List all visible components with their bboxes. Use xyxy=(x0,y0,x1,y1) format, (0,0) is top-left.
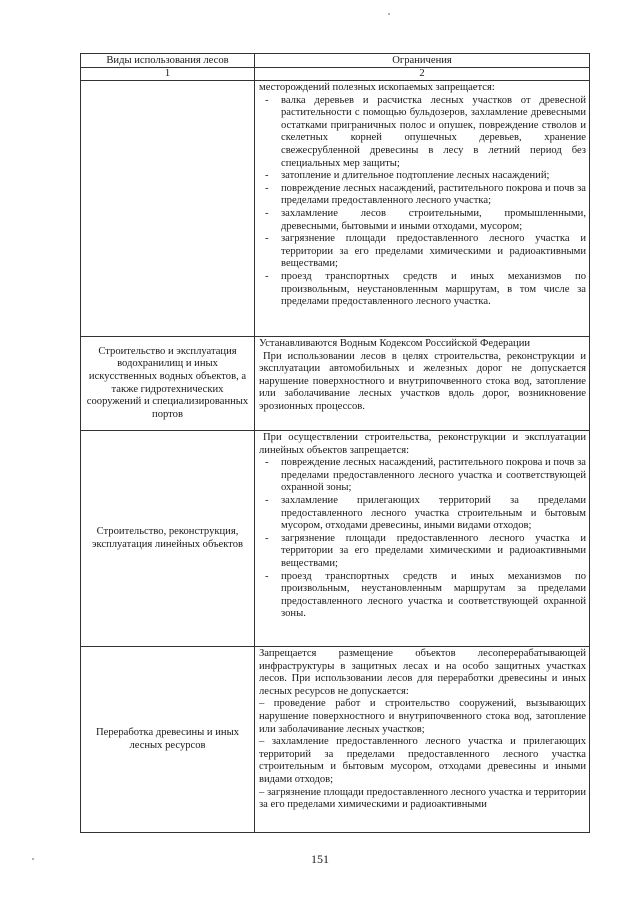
list-item: - повреждение лесных насаждений, растительного покрова и почв за пределами предоставленного лесного участка и соответствующей охранной зоны; xyxy=(259,457,586,495)
list-item: - затопление и длительное подтопление лесных насаждений; xyxy=(259,170,586,183)
column-number-row xyxy=(81,68,590,81)
restrictions-paragraph: – загрязнение площади предоставленного лесного участка и территории за его пределами химическими и радиоактивными xyxy=(259,786,586,811)
restrictions-cell xyxy=(255,337,590,431)
column-number-2: 2 xyxy=(255,68,590,81)
scan-speck xyxy=(388,13,390,15)
restrictions-table xyxy=(80,53,590,833)
restrictions-cell xyxy=(255,81,590,337)
header-forest-use-types: Виды использования лесов xyxy=(81,54,255,68)
list-item: - повреждение лесных насаждений, растительного покрова и почв за пределами предоставленного лесного участка; xyxy=(259,183,586,208)
restrictions-list xyxy=(259,457,586,621)
header-restrictions: Ограничения xyxy=(255,54,590,68)
list-item: - валка деревьев и расчистка лесных участков от древесной растительности с помощью бульдозеров, захламление древесными остатками приграничных полос и опушек, повреждение стволов и скелетных корней опушечных деревьев, хранение свежесрубленной древесины в лесу в летний период без специальных мер защиты; xyxy=(259,95,586,171)
forest-use-cell: Переработка древесины и иных лесных ресурсов xyxy=(81,647,255,833)
restrictions-paragraph: – проведение работ и строительство сооружений, вызывающих нарушение поверхностного и внутрипочвенного стока вод, затопление или заболачивание лесных участков; xyxy=(259,698,586,735)
forest-use-cell: Строительство, реконструкция, эксплуатация линейных объектов xyxy=(81,431,255,647)
restrictions-cell xyxy=(255,431,590,647)
list-item: - загрязнение площади предоставленного лесного участка и территории за его пределами химическими и радиоактивными веществами; xyxy=(259,533,586,571)
forest-use-cell xyxy=(81,81,255,337)
restrictions-paragraph: При использовании лесов в целях строительства, реконструкции и эксплуатации автомобильных и железных дорог не допускается нарушение поверхностного и внутрипочвенного стока вод, затопление или заболачивание лесных участков вдоль дорог, возникновение эрозионных процессов. xyxy=(259,350,586,412)
table-header-row xyxy=(81,54,590,68)
list-item: - загрязнение площади предоставленного лесного участка и территории за его пределами химическими и радиоактивными веществами; xyxy=(259,233,586,271)
list-item: - захламление лесов строительными, промышленными, древесными, бытовыми и иными отходами, мусором; xyxy=(259,208,586,233)
restrictions-intro: месторождений полезных ископаемых запрещается: xyxy=(259,82,495,93)
restrictions-paragraph: – захламление предоставленного лесного участка и прилегающих территорий за пределами предоставленного лесного участка строительным и бытовым мусором, отходами древесины и иными видами отходов; xyxy=(259,736,586,785)
scan-speck xyxy=(32,858,34,860)
list-item: - проезд транспортных средств и иных механизмов по произвольным, неустановленным маршрутам, в том числе за пределами предоставленного лесного участка. xyxy=(259,271,586,309)
table-row xyxy=(81,81,590,337)
table-row xyxy=(81,337,590,431)
list-item: - проезд транспортных средств и иных механизмов по произвольным, неустановленным маршрутам за пределами предоставленного лесного участка и соответствующей охранной зоны. xyxy=(259,571,586,621)
table-row xyxy=(81,431,590,647)
page-number: 151 xyxy=(311,852,329,866)
column-number-1: 1 xyxy=(81,68,255,81)
table-row xyxy=(81,647,590,833)
list-item: - захламление прилегающих территорий за пределами предоставленного лесного участка строительным и бытовым мусором, отходами древесины, иными видами отходов; xyxy=(259,495,586,533)
restrictions-paragraph: Устанавливаются Водным Кодексом Российской Федерации xyxy=(259,338,531,349)
restrictions-cell xyxy=(255,647,590,833)
restrictions-list xyxy=(259,95,586,309)
restrictions-paragraph: Запрещается размещение объектов лесоперерабатывающей инфраструктуры в защитных лесах и на особо защитных участках лесов. При использовании лесов для переработки древесины и иных лесных ресурсов не допускается: xyxy=(259,648,586,697)
restrictions-intro: При осуществлении строительства, реконструкции и эксплуатации линейных объектов запрещается: xyxy=(259,432,586,456)
forest-use-cell: Строительство и эксплуатация водохранилищ и иных искусственных водных объектов, а также гидротехнических сооружений и специализированных портов xyxy=(81,337,255,431)
